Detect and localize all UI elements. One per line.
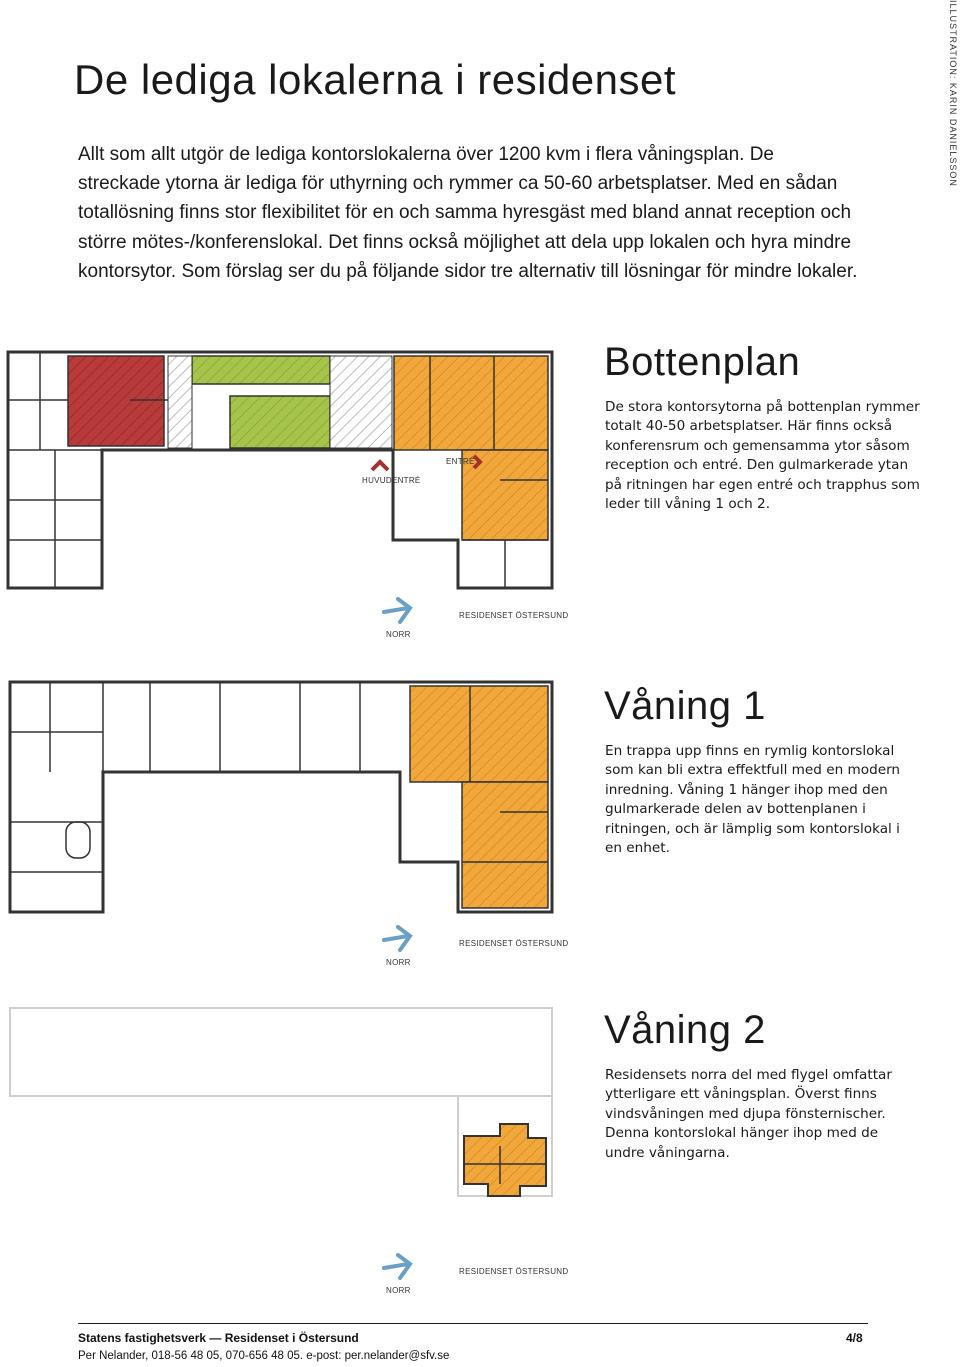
footer-organization: Statens fastighetsverk — Residenset i Östersund xyxy=(78,1331,359,1345)
page-title: De lediga lokalerna i residenset xyxy=(74,56,677,103)
section-title-bottenplan: Bottenplan xyxy=(604,340,801,384)
section-desc-bottenplan: De stora kontorsytorna på bottenplan rymmer totalt 40-50 arbetsplatser. Här finns också konferensrum och gemensamma ytor såsom reception och entré. Den gulmarkerade ytan på ritningen har egen entré och trapphus som leder till våning 1 och 2. xyxy=(605,399,920,513)
section-desc-vaning-1: En trappa upp finns en rymlig kontorslokal som kan bli extra effektfull med en modern inredning. Våning 1 hänger ihop med den gulmarkerade delen av bottenplanen i ritningen, och är lämplig som kontorslokal i en enhet. xyxy=(605,743,901,857)
compass-building-label: RESIDENSET ÖSTERSUND xyxy=(459,611,569,620)
intro-text: Allt som allt utgör de lediga kontorslokalerna över 1200 kvm i flera våningsplan. De streckade ytorna är lediga för uthyrning och rymmer ca 50-60 arbetsplatser. Med en sådan totallösning finns stor flexibilitet för en och samma hyresgäst med bland annat reception och större mötes-/konferenslokal. Det finns också möjlighet att dela upp lokalen och hyra mindre kontorsytor. Som förslag ser du på följande sidor tre alternativ till lösningar för mindre lokaler. xyxy=(78,144,858,282)
compass-north-label: NORR xyxy=(386,958,411,967)
section-title-vaning-1: Våning 1 xyxy=(604,684,766,728)
compass-building-label: RESIDENSET ÖSTERSUND xyxy=(459,939,569,948)
footer-contact: Per Nelander, 018-56 48 05, 070-656 48 05. e-post: per.nelander@sfv.se xyxy=(78,1350,450,1362)
section-desc-vaning-2: Residensets norra del med flygel omfattar ytterligare ett våningsplan. Överst finns vindsvåningen med djupa fönsternischer. Denna kontorslokal hänger ihop med de undre våningarna. xyxy=(605,1067,892,1161)
north-arrow-icon xyxy=(380,1252,416,1282)
floorplan-vaning-2 xyxy=(0,996,600,1216)
main-entrance-label: HUVUDENTRÉ xyxy=(362,476,421,485)
floorplan-vaning-1 xyxy=(0,672,600,922)
floorplan-bottenplan xyxy=(0,340,600,600)
page-number: 4/8 xyxy=(846,1331,863,1345)
footer-divider xyxy=(78,1323,868,1324)
north-arrow-icon xyxy=(380,596,416,626)
entrance-label: ENTRÉ xyxy=(446,457,475,466)
illustration-credit: ILLUSTRATION: KARIN DANIELSSON xyxy=(948,0,958,187)
compass-north-label: NORR xyxy=(386,1286,411,1295)
compass-north-label: NORR xyxy=(386,630,411,639)
compass-building-label: RESIDENSET ÖSTERSUND xyxy=(459,1267,569,1276)
section-title-vaning-2: Våning 2 xyxy=(604,1008,766,1052)
north-arrow-icon xyxy=(380,924,416,954)
